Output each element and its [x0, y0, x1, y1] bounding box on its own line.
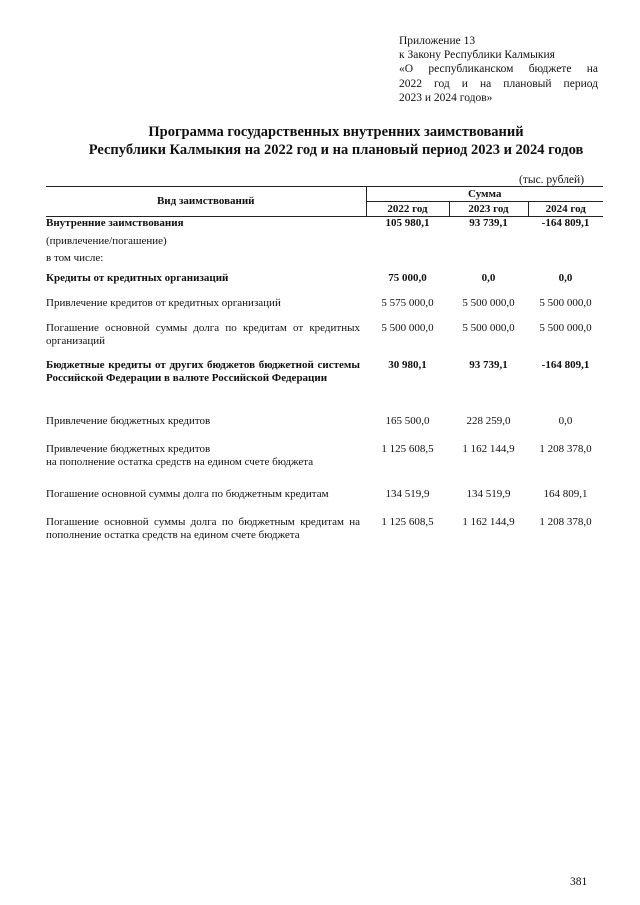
row-value-2023: 5 500 000,0 — [462, 296, 515, 309]
row-value-2023: 1 162 144,9 — [462, 515, 515, 528]
borrowings-table — [46, 186, 603, 546]
table-row — [46, 232, 603, 250]
row-value-2024: -164 809,1 — [541, 358, 590, 371]
row-value-2023: 1 162 144,9 — [462, 442, 515, 455]
row-value-2022: 1 125 608,5 — [381, 515, 434, 528]
row-label: (привлечение/погашение) — [46, 234, 167, 247]
row-value-2022: 30 980,1 — [388, 358, 427, 371]
header-borrowing-type: Вид заимствований — [46, 187, 366, 217]
row-value-2024: 0,0 — [558, 271, 573, 284]
row-label: Внутренние заимствования — [46, 217, 184, 229]
table-row — [46, 217, 603, 232]
row-value-2022: 134 519,9 — [385, 487, 430, 500]
header-year-2024: 2024 год — [528, 202, 603, 217]
appendix-number: Приложение 13 — [399, 35, 476, 47]
row-label: Кредиты от кредитных организаций — [46, 271, 229, 284]
table-row — [46, 250, 603, 272]
units-label: (тыс. рублей) — [519, 174, 585, 186]
row-value-2022: 105 980,1 — [385, 217, 430, 229]
row-label — [46, 443, 366, 488]
page-number: 381 — [570, 876, 588, 888]
table-row — [46, 358, 603, 415]
row-value-2023: 134 519,9 — [466, 487, 511, 500]
row-label-line1: Привлечение бюджетных кредитов — [46, 442, 211, 455]
table-row — [46, 516, 603, 546]
row-value-2022: 1 125 608,5 — [381, 442, 434, 455]
row-value-2024: -164 809,1 — [541, 217, 590, 229]
appendix-header — [399, 34, 598, 105]
row-value-2023: 93 739,1 — [469, 358, 508, 371]
row-value-2024: 164 809,1 — [543, 487, 588, 500]
row-label: Привлечение кредитов от кредитных организаций — [46, 296, 281, 309]
table-row — [46, 321, 603, 358]
row-value-2023: 5 500 000,0 — [462, 321, 515, 334]
table-row — [46, 415, 603, 443]
row-value-2022: 5 575 000,0 — [381, 296, 434, 309]
header-sum: Сумма — [366, 187, 603, 202]
appendix-law-title-line3: 2023 и 2024 годов» — [399, 91, 493, 104]
appendix-law-reference: к Закону Республики Калмыкия — [399, 49, 555, 62]
row-label: Погашение основной суммы долга по бюджетным кредитам на пополнение остатка средств на едином счете бюджета — [46, 515, 360, 541]
document-title-line1: Программа государственных внутренних заимствований — [148, 124, 524, 140]
row-value-2023: 0,0 — [481, 271, 496, 284]
row-value-2022: 165 500,0 — [385, 414, 430, 427]
table-row — [46, 443, 603, 488]
row-label: Погашение основной суммы долга по кредитам от кредитных организаций — [46, 321, 360, 347]
table-row — [46, 296, 603, 321]
header-year-2023: 2023 год — [449, 202, 528, 217]
row-value-2024: 5 500 000,0 — [539, 296, 592, 309]
row-label: Привлечение бюджетных кредитов — [46, 414, 211, 427]
row-label: в том числе: — [46, 251, 104, 264]
row-value-2024: 5 500 000,0 — [539, 321, 592, 334]
row-label: Бюджетные кредиты от других бюджетов бюджетной системы Российской Федерации в валюте Российской Федерации — [46, 358, 360, 384]
appendix-law-title-line2: 2022 год и на плановый период — [399, 77, 598, 90]
document-title-line2: Республики Калмыкия на 2022 год и на плановый период 2023 и 2024 годов — [88, 142, 584, 158]
row-value-2024: 1 208 378,0 — [539, 515, 592, 528]
row-value-2024: 0,0 — [558, 414, 573, 427]
document-title — [40, 123, 632, 159]
table-row — [46, 272, 603, 296]
header-year-2022: 2022 год — [366, 202, 449, 217]
row-label-line2: на пополнение остатка средств на едином счете бюджета — [46, 455, 314, 468]
row-value-2023: 93 739,1 — [469, 217, 508, 229]
row-value-2023: 228 259,0 — [466, 414, 511, 427]
row-label: Погашение основной суммы долга по бюджетным кредитам — [46, 487, 329, 500]
row-value-2022: 5 500 000,0 — [381, 321, 434, 334]
table-row — [46, 488, 603, 516]
appendix-law-title-line1: «О республиканском бюджете на — [399, 63, 598, 76]
row-value-2022: 75 000,0 — [388, 271, 427, 284]
row-value-2024: 1 208 378,0 — [539, 442, 592, 455]
